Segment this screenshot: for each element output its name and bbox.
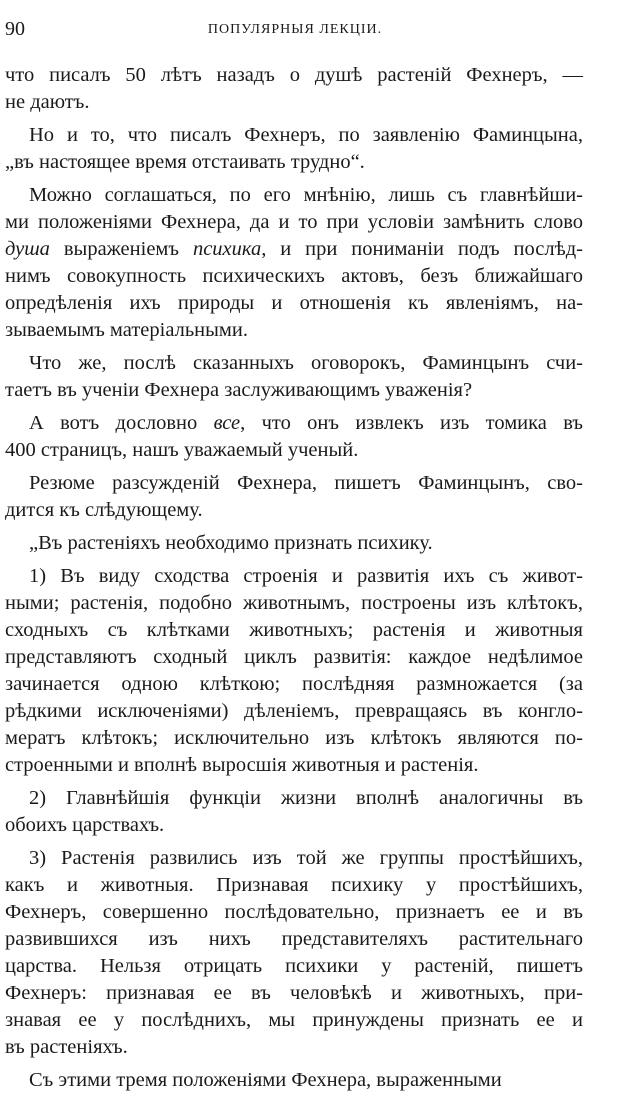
page-header [5, 18, 585, 46]
text-line: „Въ растеніяхъ необходимо признать психику. [29, 532, 433, 554]
text-line: Съ этими тремя положеніями Фехнера, выраженными [29, 1069, 502, 1091]
text-line: обоихъ царствахъ. [5, 814, 165, 836]
text-line: рѣдкими исключеніями) дѣленіемъ, превращаясь въ конгло- [5, 700, 583, 722]
paragraph [5, 182, 583, 344]
emphasized-word: душа [5, 238, 50, 260]
text-line: душа выраженіемъ психика, и при пониманіи подъ послѣд- [5, 238, 583, 260]
text-line: 2) Главнѣйшія функціи жизни вполнѣ аналогичны въ [29, 787, 583, 809]
text-line: Можно соглашаться, по его мнѣнію, лишь съ главнѣйши- [29, 184, 583, 206]
emphasized-word: психика [192, 238, 262, 260]
running-title: ПОПУЛЯРНЫЯ ЛЕКЦІИ. [207, 22, 383, 37]
text-line: зываемымъ матеріальными. [5, 319, 248, 341]
text-line: Но и то, что писалъ Фехнеръ, по заявленію Фаминцына, [29, 124, 583, 146]
paragraph [5, 122, 583, 176]
text-line: „въ настоящее время отстаивать трудно“. [5, 151, 365, 173]
paragraph [5, 563, 583, 779]
text-line: дится къ слѣдующему. [5, 499, 203, 521]
paragraph [5, 350, 583, 404]
text-line: опредѣленія ихъ природы и отношенія къ явленіямъ, на- [5, 292, 583, 314]
text-line: ми положеніями Фехнера, да и то при условіи замѣнить слово [5, 211, 583, 233]
text-line: развившихся изъ нихъ представителяхъ растительнаго [5, 928, 583, 950]
paragraph [5, 530, 583, 557]
text-line: нимъ совокупность психическихъ актовъ, безъ ближайшаго [5, 265, 583, 287]
paragraph [5, 410, 583, 464]
text-line: мератъ клѣтокъ; исключительно изъ клѣтокъ являются по- [5, 727, 583, 749]
text-line: Фехнеръ: признавая ее въ человѣкѣ и животныхъ, при- [5, 982, 583, 1004]
text-line: какъ и животныя. Признавая психику у простѣйшихъ, [5, 874, 583, 896]
text-line: царства. Нельзя отрицать психики у растеній, пишетъ [5, 955, 583, 977]
page-number: 90 [5, 18, 25, 40]
paragraph [5, 470, 583, 524]
text-line: знавая ее у послѣднихъ, мы принуждены признать ее и [5, 1009, 583, 1031]
text-line: Что же, послѣ сказанныхъ оговорокъ, Фаминцынъ счи- [29, 352, 583, 374]
text-line: ными; растенія, подобно животнымъ, построены изъ клѣтокъ, [5, 592, 583, 614]
emphasized-word: все [213, 412, 241, 434]
text-line: въ растеніяхъ. [5, 1036, 128, 1058]
text-line: Резюме разсужденій Фехнера, пишетъ Фаминцынъ, сво- [29, 472, 583, 494]
paragraph [5, 845, 583, 1061]
body-text [5, 62, 583, 1094]
text-line: таетъ въ ученіи Фехнера заслуживающимъ уваженія? [5, 379, 473, 401]
text-line: 3) Растенія развились изъ той же группы простѣйшихъ, [29, 847, 583, 869]
text-line: что писалъ 50 лѣтъ назадъ о душѣ растеній Фехнеръ, — [5, 64, 583, 86]
text-line: строенными и вполнѣ выросшія животныя и растенія. [5, 754, 479, 776]
text-line: сходныхъ съ клѣтками животныхъ; растенія и животныя [5, 619, 583, 641]
text-line: Фехнеръ, совершенно послѣдовательно, признаетъ ее и въ [5, 901, 583, 923]
text-line: 1) Въ виду сходства строенія и развитія ихъ съ живот- [29, 565, 583, 587]
text-line: представляютъ сходный циклъ развитія: каждое недѣлимое [5, 646, 583, 668]
text-line: А вотъ дословно все, что онъ извлекъ изъ томика въ [29, 412, 584, 434]
paragraph [5, 1067, 583, 1094]
text-line: зачинается одною клѣткою; послѣдняя размножается (за [5, 673, 583, 695]
text-line: не даютъ. [5, 91, 90, 113]
paragraph [5, 62, 583, 116]
paragraph [5, 785, 583, 839]
text-line: 400 страницъ, нашъ уважаемый ученый. [5, 439, 359, 461]
